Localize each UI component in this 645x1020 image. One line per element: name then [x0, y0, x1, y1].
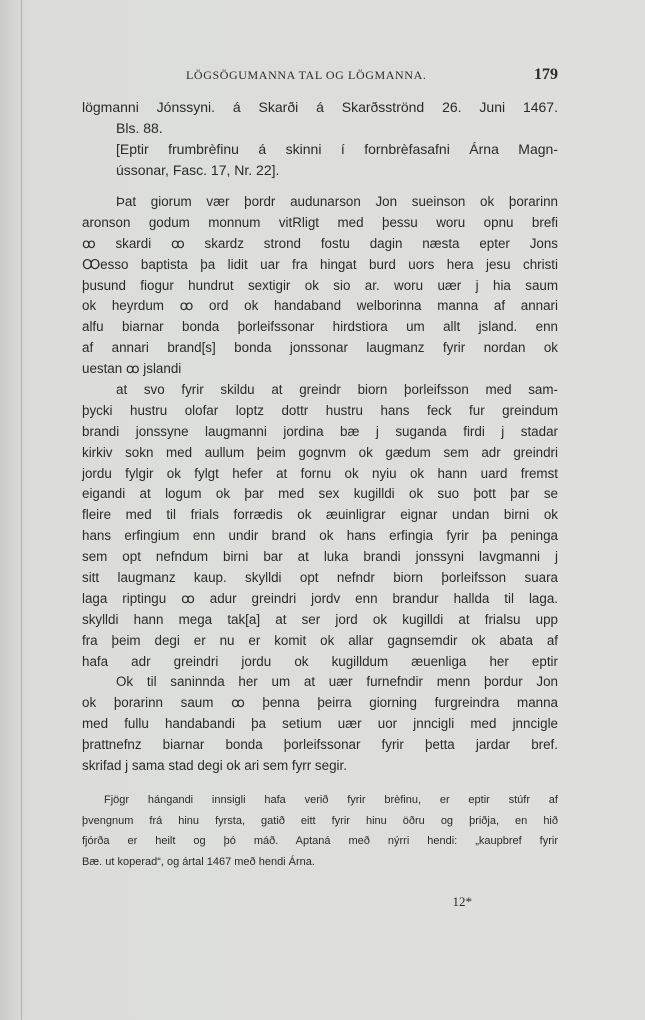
page-number: 179: [534, 66, 558, 83]
text-line: þrattnefnz biarnar bonda þorleifssonar fyrir þetta jardar bref.: [82, 737, 558, 753]
document-heading: [82, 97, 558, 181]
page-header: [82, 66, 558, 86]
text-line: Þat giorum vær þordr audunarson Jon sueinson ok þorarinn: [116, 194, 558, 209]
text-line: aronson godum monnum vitRligt med þessu woru opnu brefi: [82, 214, 558, 230]
text-line: sem opt nefndum birni bar at luka brandi jonssyni lavgmanni j: [82, 549, 558, 565]
note-line: fjórða er heilt og þó máð. Aptaná með nýrri hendi: „kaupbref fyrir: [82, 835, 558, 847]
text-line: at svo fyrir skildu at greindr biorn þorleifsson med sam-: [116, 382, 558, 398]
text-line: Ꝏesso baptista þa lidit uar fra hingat burd uors hera jesu christi: [82, 256, 558, 272]
text-line: fleire med til frials forrædis ok æuinligrar eignar undan birni ok: [82, 507, 558, 523]
text-line: alfu biarnar bonda þorleifssonar hirdstiora um allt jsland. enn: [82, 319, 558, 335]
signature-mark: 12*: [452, 894, 472, 909]
note-line: Bæ. ut koperad“, og ártal 1467 með hendi Árna.: [82, 855, 315, 868]
heading-line: ússonar, Fasc. 17, Nr. 22].: [116, 162, 280, 178]
text-line: hafa adr greindri jordu ok kugilldum æuenliga her eptir: [82, 653, 558, 669]
text-line: þusund fiogur hundrut sextigir ok sio ar. woru uær j hia saum: [82, 277, 558, 293]
heading-line: Bls. 88.: [116, 120, 163, 136]
editorial-note: [82, 790, 558, 872]
text-line: ok þorarinn saum ꝏ þenna þeirra giorning furgreindra manna: [82, 695, 558, 711]
heading-line: lögmanni Jónssyni. á Skarði á Skarðsströnd 26. Juni 1467.: [82, 99, 558, 115]
text-line: jordu fylgir ok fylgt hefer at fornu ok nyiu ok hann uard fremst: [82, 465, 558, 481]
heading-line: [Eptir frumbrèfinu á skinni í fornbrèfasafni Árna Magn-: [116, 141, 558, 157]
text-line: skrifad j sama stad degi ok ari sem fyrr segir.: [82, 758, 347, 774]
text-line: eigandi at logum ok þar med sex kugilldi ok suo þott þar se: [82, 486, 558, 502]
text-line: sitt laugmanz kaup. skylldi opt nefndr biorn þorleifsson suara: [82, 570, 558, 586]
text-line: skylldi hann mega tak[a] at ser jord ok kugilldi at frialsu upp: [82, 611, 558, 627]
note-line: Fjögr hángandi innsigli hafa verið fyrir brèfinu, er eptir stúfr af: [104, 794, 558, 806]
text-line: þycki hustru olofar loptz dottr hustru hans feck fur greindum: [82, 402, 558, 418]
text-line: kirkiv sokn med aullum þeim gognvm ok gædum sem adr greindri: [82, 444, 558, 460]
text-line: brandi jonssyne laugmanni jordina bæ j suganda firdi j stadar: [82, 423, 558, 439]
text-line: uestan ꝏ jslandi: [82, 361, 182, 377]
charter-text: [82, 192, 558, 777]
running-title: LÖGSÖGUMANNA TAL OG LÖGMANNA.: [186, 68, 427, 82]
text-line: Ok til saninnda her um at uær furnefndir menn þordur Jon: [116, 674, 558, 690]
text-line: hans erfingium enn undir brand ok hans erfingia fyrir þa peninga: [82, 528, 558, 544]
text-line: fra þeim degi er nu er komit ok allar gagnsemdir ok abata af: [82, 632, 558, 648]
text-line: ok heyrdum ꝏ ord ok handaband welborinna manna af annari: [82, 298, 558, 314]
text-line: laga riptingu ꝏ adur greindri jordv enn brandur hallda til laga.: [82, 590, 558, 606]
text-line: ꝏ skardi ꝏ skardz strond fostu dagin næsta epter Jons: [82, 235, 558, 251]
note-line: þvengnum frá hinu fyrsta, gatið eitt fyrir hinu öðru og þriðja, en hið: [82, 814, 558, 827]
text-line: af annari brand[s] bonda jonssonar laugmanz fyrir nordan ok: [82, 340, 558, 356]
text-line: med fullu handabandi þa setium uær uor jnncigli med jnncigle: [82, 716, 558, 732]
gutter-line: [21, 0, 22, 1020]
